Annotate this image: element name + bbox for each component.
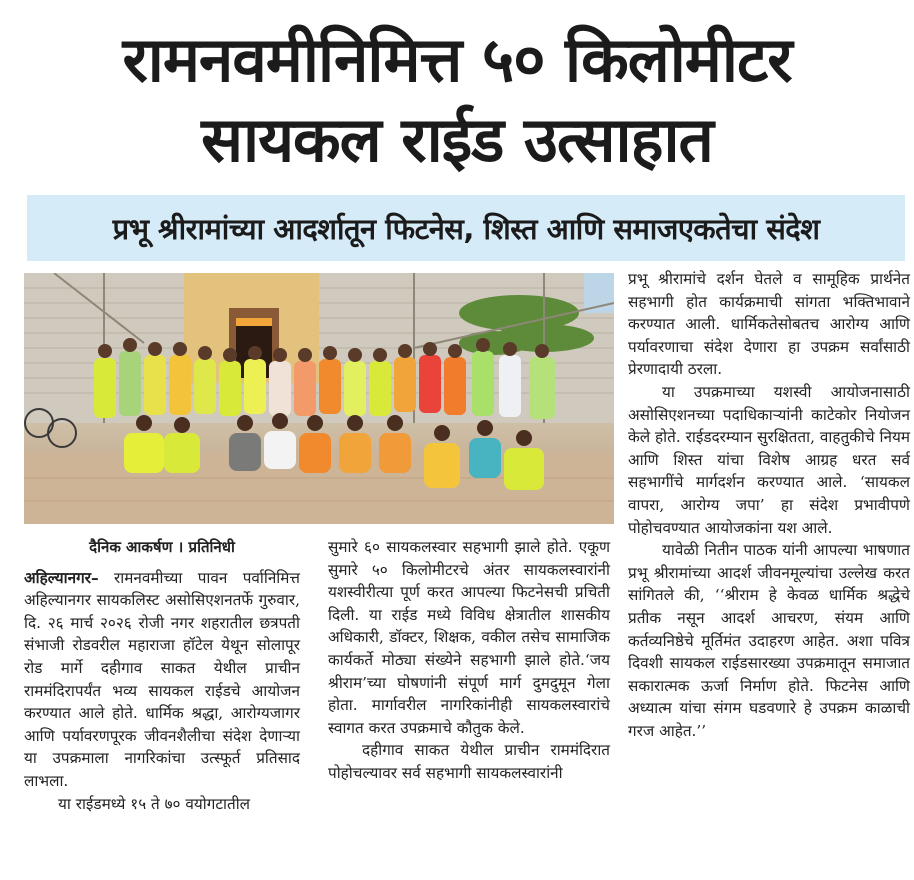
- article-photo: [24, 273, 614, 524]
- headline-line-1: रामनवमीनिमित्त ५० किलोमीटर: [122, 23, 792, 96]
- group-photo-illustration: [24, 273, 614, 524]
- subheadline: प्रभू श्रीरामांच्या आदर्शातून फिटनेस, शिस्त आणि समाजएकतेचा संदेश: [112, 211, 820, 246]
- article-paragraph-3-start: दहीगाव साकत येथील प्राचीन राममंदिरात पोहोचल्यावर सर्व सहभागी सायकलस्वारांनी: [328, 741, 610, 782]
- article-paragraph-5: यावेळी नितीन पाठक यांनी आपल्या भाषणात प्रभू श्रीरामांच्या आदर्श जीवनमूल्यांचा उल्लेख करत सांगितले की, ‘‘श्रीराम हे केवळ धार्मिक श्रद्धेचे प्रतीक नसून आदर्श आचरण, संयम आणि कर्तव्यनिष्ठेचे मूर्तिमंत उदाहरण आहेत. अशा पवित्र दिवशी सायकल राईडसारख्या उपक्रमातून समाजात सकारात्मक ऊर्जा निर्माण होते. फिटनेस आणि अध्यात्म यांचा संगम घडवणारे हे उपक्रम काळाची गरज आहेत.’’: [628, 541, 910, 740]
- headline-line-2: सायकल राईड उत्साहात: [201, 103, 713, 176]
- article-column-3: [628, 268, 910, 742]
- paragraph-1-text: रामनवमीच्या पावन पर्वानिमित्त अहिल्यानगर सायकलिस्ट असोसिएशनतर्फे गुरुवार, दि. २६ मार्च २०२६ रोजी नगर शहरातील छत्रपती संभाजी रोडवरील महाराजा हॉटेल येथून सोलापूर रोड मार्गे दहीगाव साकत येथील प्राचीन राममंदिरापर्यंत भव्य सायकल राईडचे आयोजन करण्यात आले होते. धार्मिक श्रद्धा, आरोग्यजागर आणि पर्यावरणपूरक जीवनशैलीचा संदेश देणाऱ्या या उपक्रमाला नागरिकांचा उत्स्फूर्त प्रतिसाद लाभला.: [24, 568, 300, 790]
- article-paragraph-4: या उपक्रमाच्या यशस्वी आयोजनासाठी असोसिएशनच्या पदाधिकाऱ्यांनी काटेकोर नियोजन केले होते. राईडदरम्यान सुरक्षितता, वाहतुकीचे नियम आणि शिस्त यांचा विशेष आग्रह धरत सर्व सहभागींचे मार्गदर्शन करण्यात आले. ‘सायकल वापरा, आरोग्य जपा’ हा संदेश प्रभावीपणे पोहोचवण्यात आयोजकांना यश आले.: [628, 382, 910, 537]
- article-paragraph-2-start: या राईडमध्ये १५ ते ७० वयोगटातील: [58, 794, 251, 813]
- article-paragraph-2-continued: सुमारे ६० सायकलस्वार सहभागी झाले होते. एकूण सुमारे ५० किलोमीटरचे अंतर सायकलस्वारांनी यशस्वीरीत्या पूर्ण करत आपल्या फिटनेसची प्रचिती दिली. या राईड मध्ये विविध क्षेत्रातील शासकीय अधिकारी, डॉक्टर, शिक्षक, वकील तसेच सामाजिक कार्यकर्ते मोठ्या संख्येने सहभागी झाले होते.‘जय श्रीराम’च्या घोषणांनी संपूर्ण मार्ग दुमदुमून गेला होता. मार्गावरील नागरिकांनीही सायकलस्वारांचे स्वागत करत उपक्रमाचे कौतुक केले.: [328, 538, 610, 737]
- article-paragraph-1: [24, 567, 300, 793]
- dateline: अहिल्यानगर–: [24, 568, 99, 587]
- article-paragraph-3-continued: प्रभू श्रीरामांचे दर्शन घेतले व सामूहिक प्रार्थनेत सहभागी होत कार्यक्रमाची सांगता भक्तिभावाने करण्यात आली. धार्मिकतेसोबतच आरोग्य आणि पर्यावरणाचा संदेश देणारा हा उपक्रम सर्वांसाठी प्रेरणादायी ठरला.: [628, 270, 910, 379]
- article-column-2: [328, 536, 610, 785]
- byline: दैनिक आकर्षण । प्रतिनिधी: [89, 538, 235, 556]
- subheadline-banner: [27, 195, 905, 261]
- article-column-1: [24, 536, 300, 815]
